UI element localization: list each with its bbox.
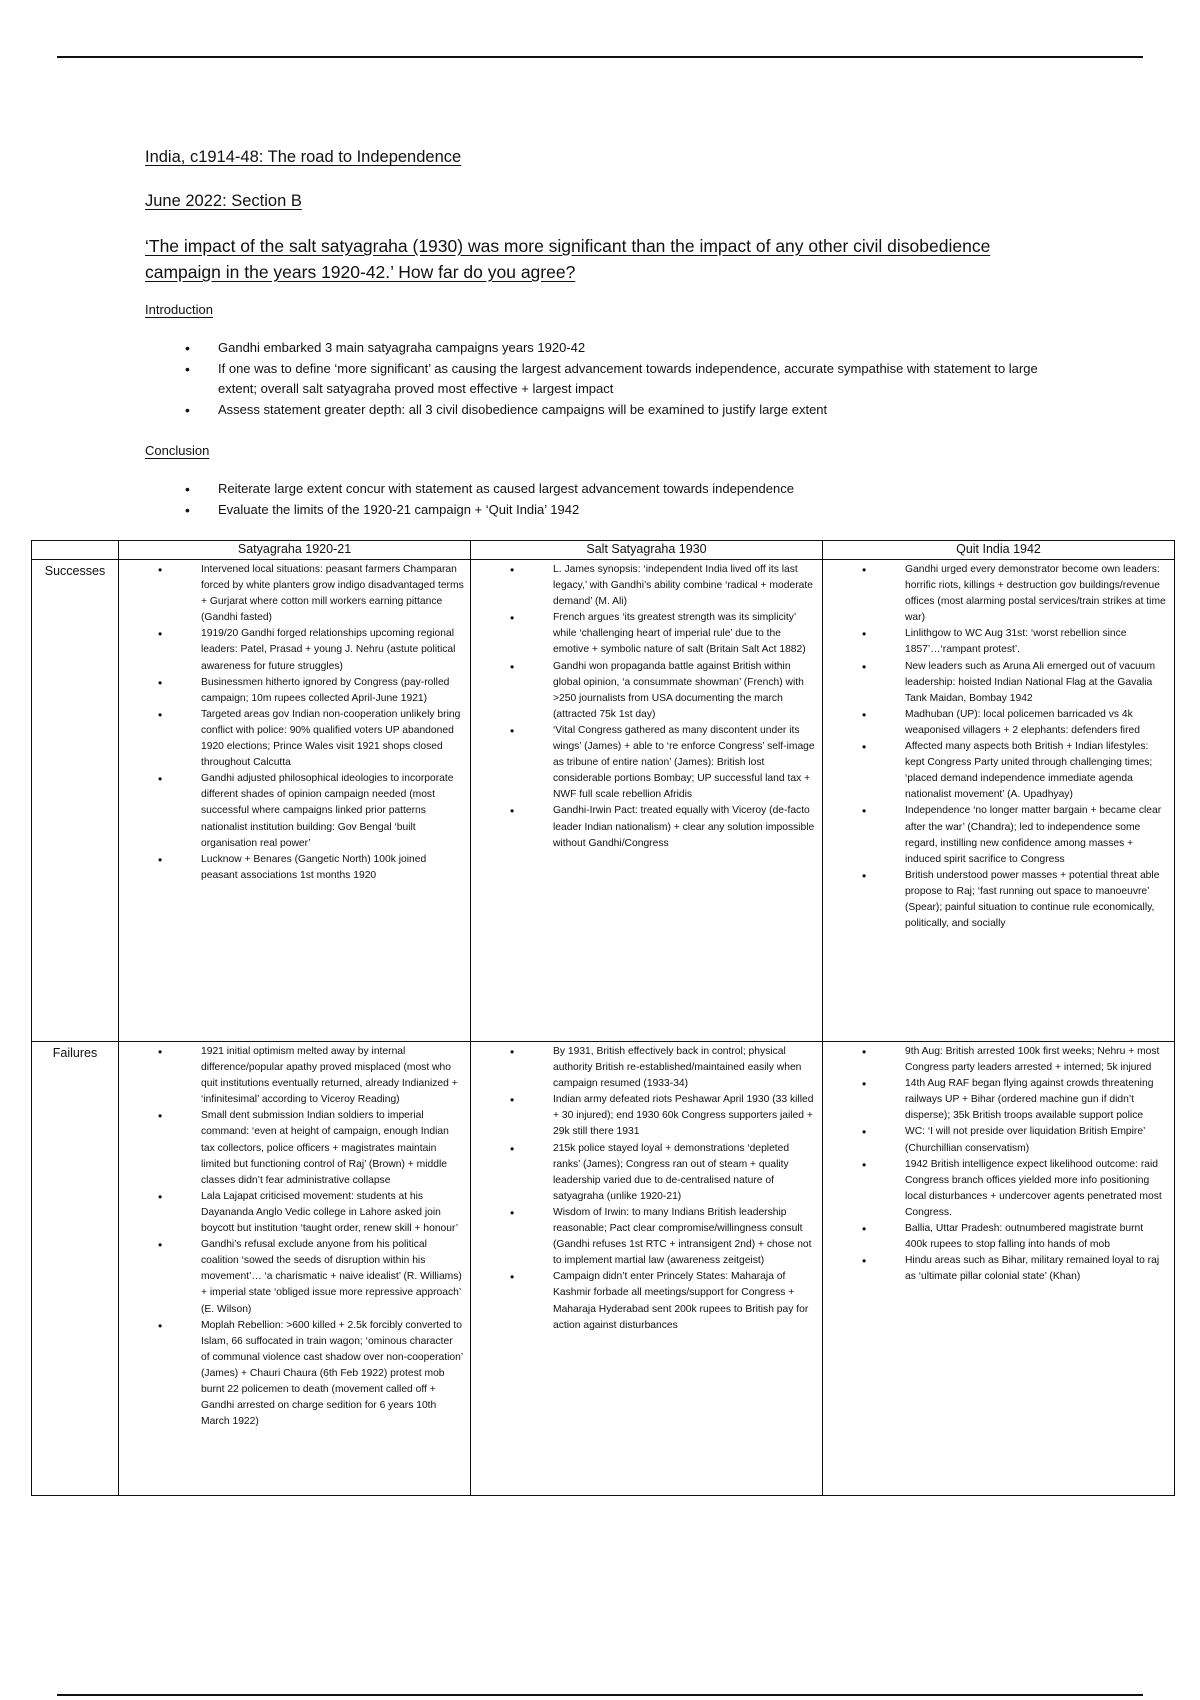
- introduction-heading: Introduction: [145, 302, 213, 317]
- list-item: • Independence ‘no longer matter bargain + became clear after the war’ (Chandra); led to independence some regard, instilling new confidence among masses + induced spirit sacrifice to Congress: [829, 803, 1168, 867]
- column-header: Satyagraha 1920-21: [119, 541, 471, 560]
- list-item: • Indian army defeated riots Peshawar April 1930 (33 killed + 30 injured); end 1930 60k Congress supporters jailed + 29k still there 1931: [477, 1092, 816, 1140]
- list-item: • If one was to define ‘more significant’ as causing the largest advancement towards independence, accurate sympathise with statement to large extent; overall salt satyagraha proved most effective + largest impact: [185, 359, 1065, 400]
- table-header-row: [32, 541, 1175, 560]
- document-title: India, c1914-48: The road to Independence: [145, 148, 462, 166]
- list-item: • Gandhi-Irwin Pact: treated equally with Viceroy (de-facto leader Indian nationalism) + clear any solution impossible without Gandhi/Congress: [477, 803, 816, 851]
- list-item: • 1942 British intelligence expect likelihood outcome: raid Congress branch offices yielded more info positioning local disturbances + undercover agents penetrated most Congress.: [829, 1157, 1168, 1221]
- column-header: Quit India 1942: [823, 541, 1175, 560]
- list-item: • Lucknow + Benares (Gangetic North) 100k joined peasant associations 1st months 1920: [125, 852, 464, 884]
- list-item: • Madhuban (UP): local policemen barricaded vs 4k weaponised villagers + 2 elephants: defenders fired: [829, 707, 1168, 739]
- bottom-rule: [57, 1694, 1143, 1696]
- list-item: • 9th Aug: British arrested 100k first weeks; Nehru + most Congress party leaders arrested + interned; 5k injured: [829, 1044, 1168, 1076]
- list-item: • Wisdom of Irwin: to many Indians British leadership reasonable; Pact clear compromise/willingness consult (Gandhi refuses 1st RTC + intransigent 2nd) + chose not to implement martial law (awareness zeitgeist): [477, 1205, 816, 1269]
- exam-label: June 2022: Section B: [145, 192, 302, 210]
- list-item: • Affected many aspects both British + Indian lifestyles: kept Congress Party united through challenging times; ‘placed demand independence immediate agenda nationalist movement’ (A. Upadhyay): [829, 739, 1168, 803]
- list-item: • Gandhi embarked 3 main satyagraha campaigns years 1920-42: [185, 338, 1065, 359]
- comparison-table: [31, 540, 1175, 1496]
- essay-question: ‘The impact of the salt satyagraha (1930) was more significant than the impact of any other civil disobedience campaign in the years 1920-42.’ How far do you agree?: [145, 236, 991, 282]
- list-item: • Intervened local situations: peasant farmers Champaran forced by white planters grow indigo disadvantaged terms + Gurjarat where cotton mill workers earning pittance (Gandhi fasted): [125, 562, 464, 626]
- table-cell: [823, 560, 1175, 1042]
- table-cell: [471, 1042, 823, 1496]
- list-item: • Lala Lajapat criticised movement: students at his Dayananda Anglo Vedic college in Lahore asked join boycott but institution ‘taught order, renew skill + honour’: [125, 1189, 464, 1237]
- list-item: • 1921 initial optimism melted away by internal difference/popular apathy proved misplaced (most who quit institutions eventually returned, already Indianized + ‘infinitesimal’ according to Viceroy Reading): [125, 1044, 464, 1108]
- list-item: • Gandhi adjusted philosophical ideologies to incorporate different shades of opinion campaign needed (most successful where campaigns linked prior patterns nationalist institution building: Gov Bengal ‘built organisation real power’: [125, 771, 464, 851]
- table-row: [32, 560, 1175, 1042]
- list-item: • Reiterate large extent concur with statement as caused largest advancement towards independence: [185, 479, 1065, 500]
- list-item: • Targeted areas gov Indian non-cooperation unlikely bring conflict with police: 90% qualified voters UP abandoned 1920 elections; Prince Wales visit 1921 shops closed throughout Calcutta: [125, 707, 464, 771]
- list-item: • French argues ‘its greatest strength was its simplicity’ while ‘challenging heart of imperial rule’ due to the emotive + symbolic nature of salt (Britain Salt Act 1882): [477, 610, 816, 658]
- row-label: Successes: [32, 560, 119, 1042]
- column-header: Salt Satyagraha 1930: [471, 541, 823, 560]
- list-item: • Linlithgow to WC Aug 31st: ‘worst rebellion since 1857’…‘rampant protest’.: [829, 626, 1168, 658]
- conclusion-list: [185, 479, 1065, 520]
- list-item: • British understood power masses + potential threat able propose to Raj; ‘fast running out space to manoeuvre’ (Spear); painful situation to continue rule economically, politically, and socially: [829, 868, 1168, 932]
- list-item: • ‘Vital Congress gathered as many discontent under its wings’ (James) + able to ‘re enforce Congress’ self-image as tribune of entire nation’ (James): British lost considerable portions Bombay; UP successful land tax + NWF full scale rebellion Afridis: [477, 723, 816, 803]
- list-item: • WC: ‘I will not preside over liquidation British Empire’ (Churchillian conservatism): [829, 1124, 1168, 1156]
- introduction-list: [185, 338, 1065, 420]
- list-item: • Small dent submission Indian soldiers to imperial command: ‘even at height of campaign, enough Indian tax collectors, police officers + magistrates maintain limited but functioning control of Raj’ (Brown) + middle classes didn’t fear administrative collapse: [125, 1108, 464, 1188]
- list-item: • Businessmen hitherto ignored by Congress (pay-rolled campaign; 10m rupees collected April-June 1921): [125, 675, 464, 707]
- list-item: • 14th Aug RAF began flying against crowds threatening railways UP + Bihar (ordered machine gun if didn’t disperse); 35k British troops available support police: [829, 1076, 1168, 1124]
- corner-cell: [32, 541, 119, 560]
- list-item: • L. James synopsis: ‘independent India lived off its last legacy,’ with Gandhi’s ability combine ‘radical + moderate demand’ (M. Ali): [477, 562, 816, 610]
- list-item: • 215k police stayed loyal + demonstrations ‘depleted ranks’ (James); Congress ran out of steam + quality leadership varied due to de-centralised nature of satyagraha (unlike 1920-21): [477, 1141, 816, 1205]
- table-cell: [471, 560, 823, 1042]
- table-cell: [823, 1042, 1175, 1496]
- table-cell: [119, 560, 471, 1042]
- list-item: • New leaders such as Aruna Ali emerged out of vacuum leadership: hoisted Indian National Flag at the Gavalia Tank Maidan, Bombay 1942: [829, 659, 1168, 707]
- list-item: • Moplah Rebellion: >600 killed + 2.5k forcibly converted to Islam, 66 suffocated in train wagon; ‘ominous character of communal violence cast shadow over non-cooperation’ (James) + Chauri Chaura (6th Feb 1922) protest mob burnt 22 policemen to death (movement called off + Gandhi arrested on charge sedition for 6 years 10th March 1922): [125, 1318, 464, 1431]
- list-item: • Ballia, Uttar Pradesh: outnumbered magistrate burnt 400k rupees to stop falling into hands of mob: [829, 1221, 1168, 1253]
- list-item: • Assess statement greater depth: all 3 civil disobedience campaigns will be examined to justify large extent: [185, 400, 1065, 421]
- list-item: • Gandhi urged every demonstrator become own leaders: horrific riots, killings + destruction gov buildings/revenue offices (most alarming postal services/train strikes at time war): [829, 562, 1168, 626]
- table-cell: [119, 1042, 471, 1496]
- list-item: • Campaign didn’t enter Princely States: Maharaja of Kashmir forbade all meetings/support for Congress + Maharaja Hyderabad sent 200k rupees to British pay for action against disturbances: [477, 1269, 816, 1333]
- row-label: Failures: [32, 1042, 119, 1496]
- list-item: • Gandhi’s refusal exclude anyone from his political coalition ‘sowed the seeds of disruption within his movement’… ‘a charismatic + naive idealist’ (R. Williams) + imperial state ‘obliged issue more repressive approach’ (E. Wilson): [125, 1237, 464, 1317]
- conclusion-heading: Conclusion: [145, 443, 210, 458]
- list-item: • Gandhi won propaganda battle against British within global opinion, ‘a consummate showman’ (French) with >250 journalists from USA documenting the march (attracted 75k 1st day): [477, 659, 816, 723]
- list-item: • Evaluate the limits of the 1920-21 campaign + ‘Quit India’ 1942: [185, 500, 1065, 521]
- list-item: • Hindu areas such as Bihar, military remained loyal to raj as ‘ultimate pillar colonial state’ (Khan): [829, 1253, 1168, 1285]
- list-item: • By 1931, British effectively back in control; physical authority British re-established/maintained easily when campaign resumed (1933-34): [477, 1044, 816, 1092]
- table-row: [32, 1042, 1175, 1496]
- list-item: • 1919/20 Gandhi forged relationships upcoming regional leaders: Patel, Prasad + young J. Nehru (astute political awareness for future struggles): [125, 626, 464, 674]
- top-rule: [57, 56, 1143, 58]
